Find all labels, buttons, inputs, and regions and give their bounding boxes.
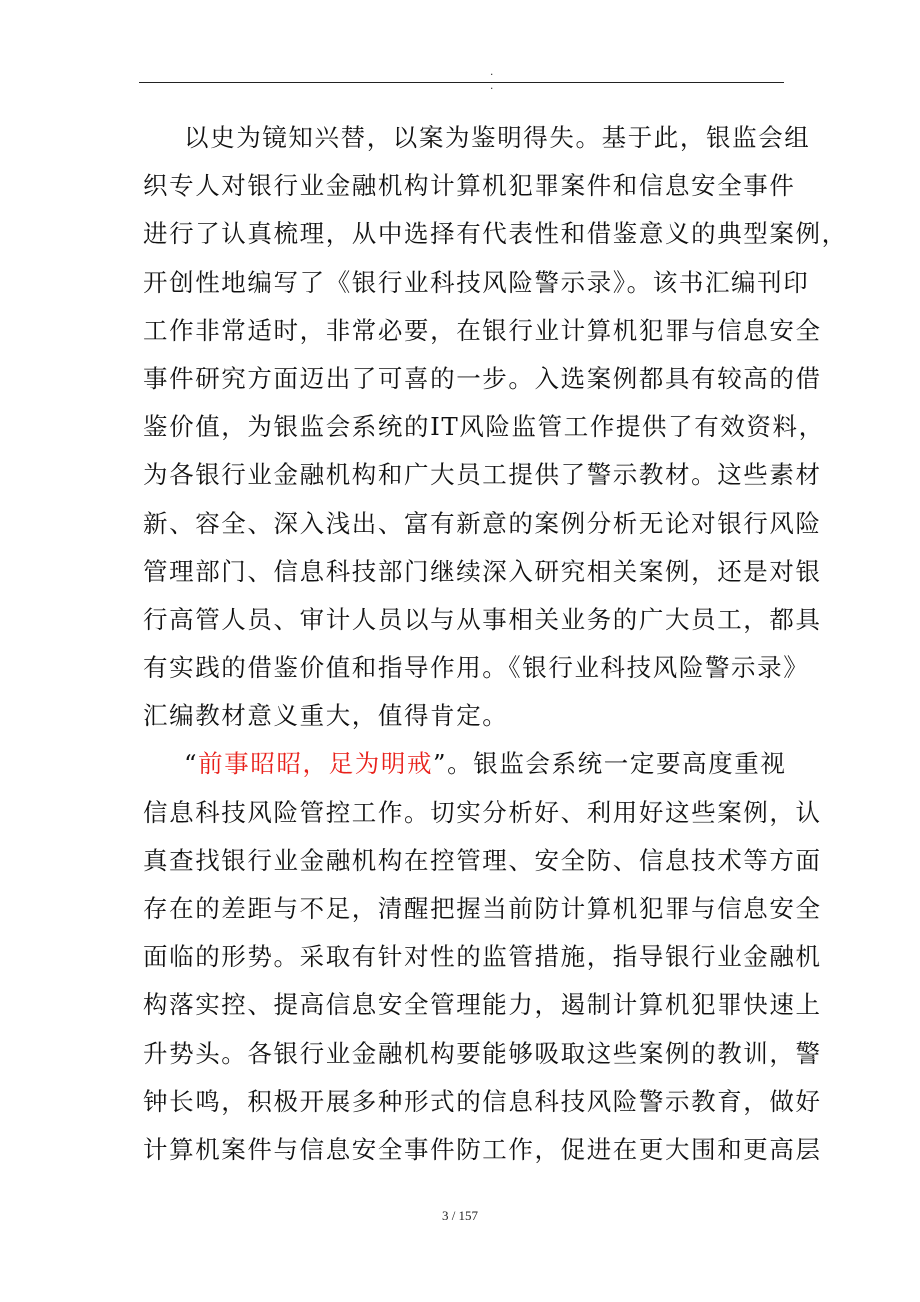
text-line: 鉴价值，为银监会系统的IT风险监管工作提供了有效资料， [143, 412, 825, 442]
text-line: 工作非常适时，非常必要，在银行业计算机犯罪与信息安全 [143, 315, 822, 345]
text-line: 织专人对银行业金融机构计算机犯罪案件和信息安全事件 [143, 171, 796, 201]
header-dots: . . [490, 64, 512, 92]
text-line: 计算机案件与信息安全事件防工作，促进在更大围和更高层 [143, 1134, 822, 1164]
header-rule [139, 82, 784, 83]
text-line: 真查找银行业金融机构在控管理、安全防、信息技术等方面 [143, 845, 822, 875]
page-number: 3 / 157 [441, 1208, 479, 1223]
text-line: 有实践的借鉴价值和指导作用。《银行业科技风险警示录》 [143, 653, 810, 683]
document-body [143, 114, 848, 1174]
text-line: 构落实控、提高信息安全管理能力，遏制计算机犯罪快速上 [143, 990, 822, 1020]
text-line: 事件研究方面迈出了可喜的一步。入选案例都具有较高的借 [143, 363, 822, 393]
text-line: 信息科技风险管控工作。切实分析好、利用好这些案例，认 [143, 797, 822, 827]
text-line: 钟长鸣，积极开展多种形式的信息科技风险警示教育，做好 [143, 1086, 822, 1116]
text-line: 以史为镜知兴替，以案为鉴明得失。基于此，银监会组 [184, 123, 811, 152]
text-line: 汇编教材意义重大，值得肯定。 [143, 701, 509, 731]
text-line: 升势头。各银行业金融机构要能够吸取这些案例的教训，警 [143, 1038, 822, 1068]
text-line: 新、容全、深入浅出、富有新意的案例分析无论对银行风险 [143, 508, 822, 538]
text-line: 开创性地编写了《银行业科技风险警示录》。该书汇编刊印 [143, 267, 810, 297]
text-line-quote [143, 740, 787, 788]
text-line: 存在的差距与不足，清醒把握当前防计算机犯罪与信息安全 [143, 894, 822, 923]
highlighted-quote: 前事昭昭，足为明戒 [198, 749, 434, 779]
quote-continuation: ”。银监会系统一定要高度重视 [433, 749, 787, 779]
text-line: 管理部门、信息科技部门继续深入研究相关案例，还是对银 [143, 556, 822, 586]
text-line: 行高管人员、审计人员以与从事相关业务的广大员工，都具 [143, 604, 822, 634]
text-line: 为各银行业金融机构和广大员工提供了警示教材。这些素材 [143, 460, 822, 490]
text-line: 面临的形势。采取有针对性的监管措施，指导银行业金融机 [143, 942, 822, 972]
text-line: 进行了认真梳理，从中选择有代表性和借鉴意义的典型案例， [143, 219, 848, 249]
open-quote: “ [184, 749, 199, 779]
